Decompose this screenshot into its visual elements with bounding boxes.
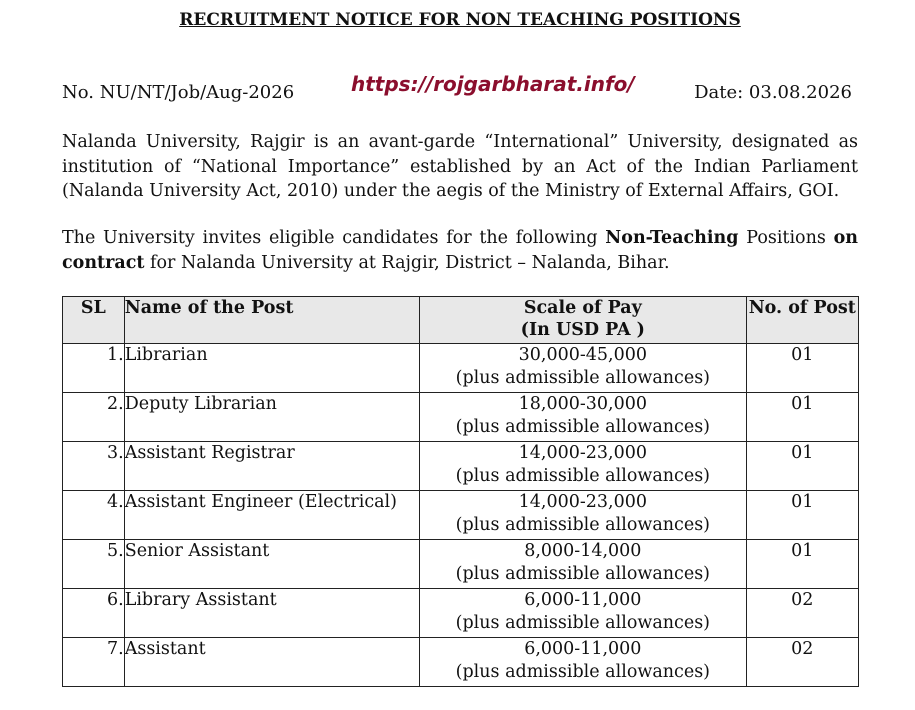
row-pay-range: 6,000-11,000: [524, 590, 642, 610]
invitation-text-2: Positions: [738, 228, 834, 248]
table-row: [63, 344, 859, 393]
row-scale-of-pay: [420, 393, 746, 442]
row-post-name: Assistant Registrar: [124, 442, 419, 491]
table-row: [63, 540, 859, 589]
header-scale-of-pay: [420, 297, 746, 344]
row-number-of-posts: 01: [746, 344, 858, 393]
invitation-paragraph: [62, 226, 858, 275]
row-number-of-posts: 01: [746, 540, 858, 589]
intro-paragraph: Nalanda University, Rajgir is an avant-garde “International” University, designated as institution of “National Importance” established by an Act of the Indian Parliament (Nalanda University Act, 2010) under the aegis of the Ministry of External Affairs, GOI.: [62, 132, 858, 201]
notice-title: RECRUITMENT NOTICE FOR NON TEACHING POSITIONS: [179, 10, 741, 30]
header-sl: SL: [63, 297, 125, 344]
row-pay-range: 14,000-23,000: [518, 492, 648, 512]
row-pay-range: 8,000-14,000: [524, 541, 642, 561]
table-row: [63, 442, 859, 491]
table-header-row: [63, 297, 859, 344]
row-post-name: Deputy Librarian: [124, 393, 419, 442]
row-number-of-posts: 02: [746, 589, 858, 638]
row-scale-of-pay: [420, 442, 746, 491]
row-pay-note: (plus admissible allowances): [455, 368, 710, 388]
row-pay-note: (plus admissible allowances): [455, 564, 710, 584]
watermark-url: https://rojgarbharat.info/: [351, 72, 635, 96]
row-number-of-posts: 01: [746, 491, 858, 540]
row-sl: 1.: [63, 344, 125, 393]
invitation-bold-non-teaching: Non-Teaching: [605, 228, 739, 248]
row-post-name: Library Assistant: [124, 589, 419, 638]
row-pay-range: 14,000-23,000: [518, 443, 648, 463]
row-scale-of-pay: [420, 491, 746, 540]
table-row: [63, 589, 859, 638]
row-sl: 4.: [63, 491, 125, 540]
row-scale-of-pay: [420, 638, 746, 687]
row-sl: 5.: [63, 540, 125, 589]
header-post-name: Name of the Post: [124, 297, 419, 344]
reference-line: [62, 72, 852, 108]
row-pay-note: (plus admissible allowances): [455, 466, 710, 486]
row-number-of-posts: 01: [746, 393, 858, 442]
row-scale-of-pay: [420, 540, 746, 589]
row-pay-range: 18,000-30,000: [518, 394, 648, 414]
positions-table: [62, 296, 859, 687]
table-row: [63, 491, 859, 540]
header-pay-line2: (In USD PA ): [520, 320, 645, 340]
row-post-name: Assistant Engineer (Electrical): [124, 491, 419, 540]
invitation-bold-on-contract: on contract: [62, 228, 858, 273]
notice-date: Date: 03.08.2026: [694, 82, 852, 103]
row-pay-range: 30,000-45,000: [518, 345, 648, 365]
row-sl: 7.: [63, 638, 125, 687]
row-post-name: Librarian: [124, 344, 419, 393]
row-number-of-posts: 01: [746, 442, 858, 491]
row-pay-note: (plus admissible allowances): [455, 662, 710, 682]
header-pay-line1: Scale of Pay: [523, 298, 642, 318]
row-sl: 3.: [63, 442, 125, 491]
row-post-name: Senior Assistant: [124, 540, 419, 589]
invitation-text-3: for Nalanda University at Rajgir, District – Nalanda, Bihar.: [144, 252, 670, 273]
row-post-name: Assistant: [124, 638, 419, 687]
row-number-of-posts: 02: [746, 638, 858, 687]
row-scale-of-pay: [420, 344, 746, 393]
reference-number: No. NU/NT/Job/Aug-2026: [62, 82, 295, 103]
row-sl: 6.: [63, 589, 125, 638]
row-pay-range: 6,000-11,000: [524, 639, 642, 659]
table-row: [63, 638, 859, 687]
header-number-of-posts: No. of Post: [746, 297, 858, 344]
row-sl: 2.: [63, 393, 125, 442]
row-scale-of-pay: [420, 589, 746, 638]
row-pay-note: (plus admissible allowances): [455, 613, 710, 633]
table-row: [63, 393, 859, 442]
row-pay-note: (plus admissible allowances): [455, 515, 710, 535]
invitation-text-1: The University invites eligible candidates for the following: [62, 228, 606, 248]
row-pay-note: (plus admissible allowances): [455, 417, 710, 437]
